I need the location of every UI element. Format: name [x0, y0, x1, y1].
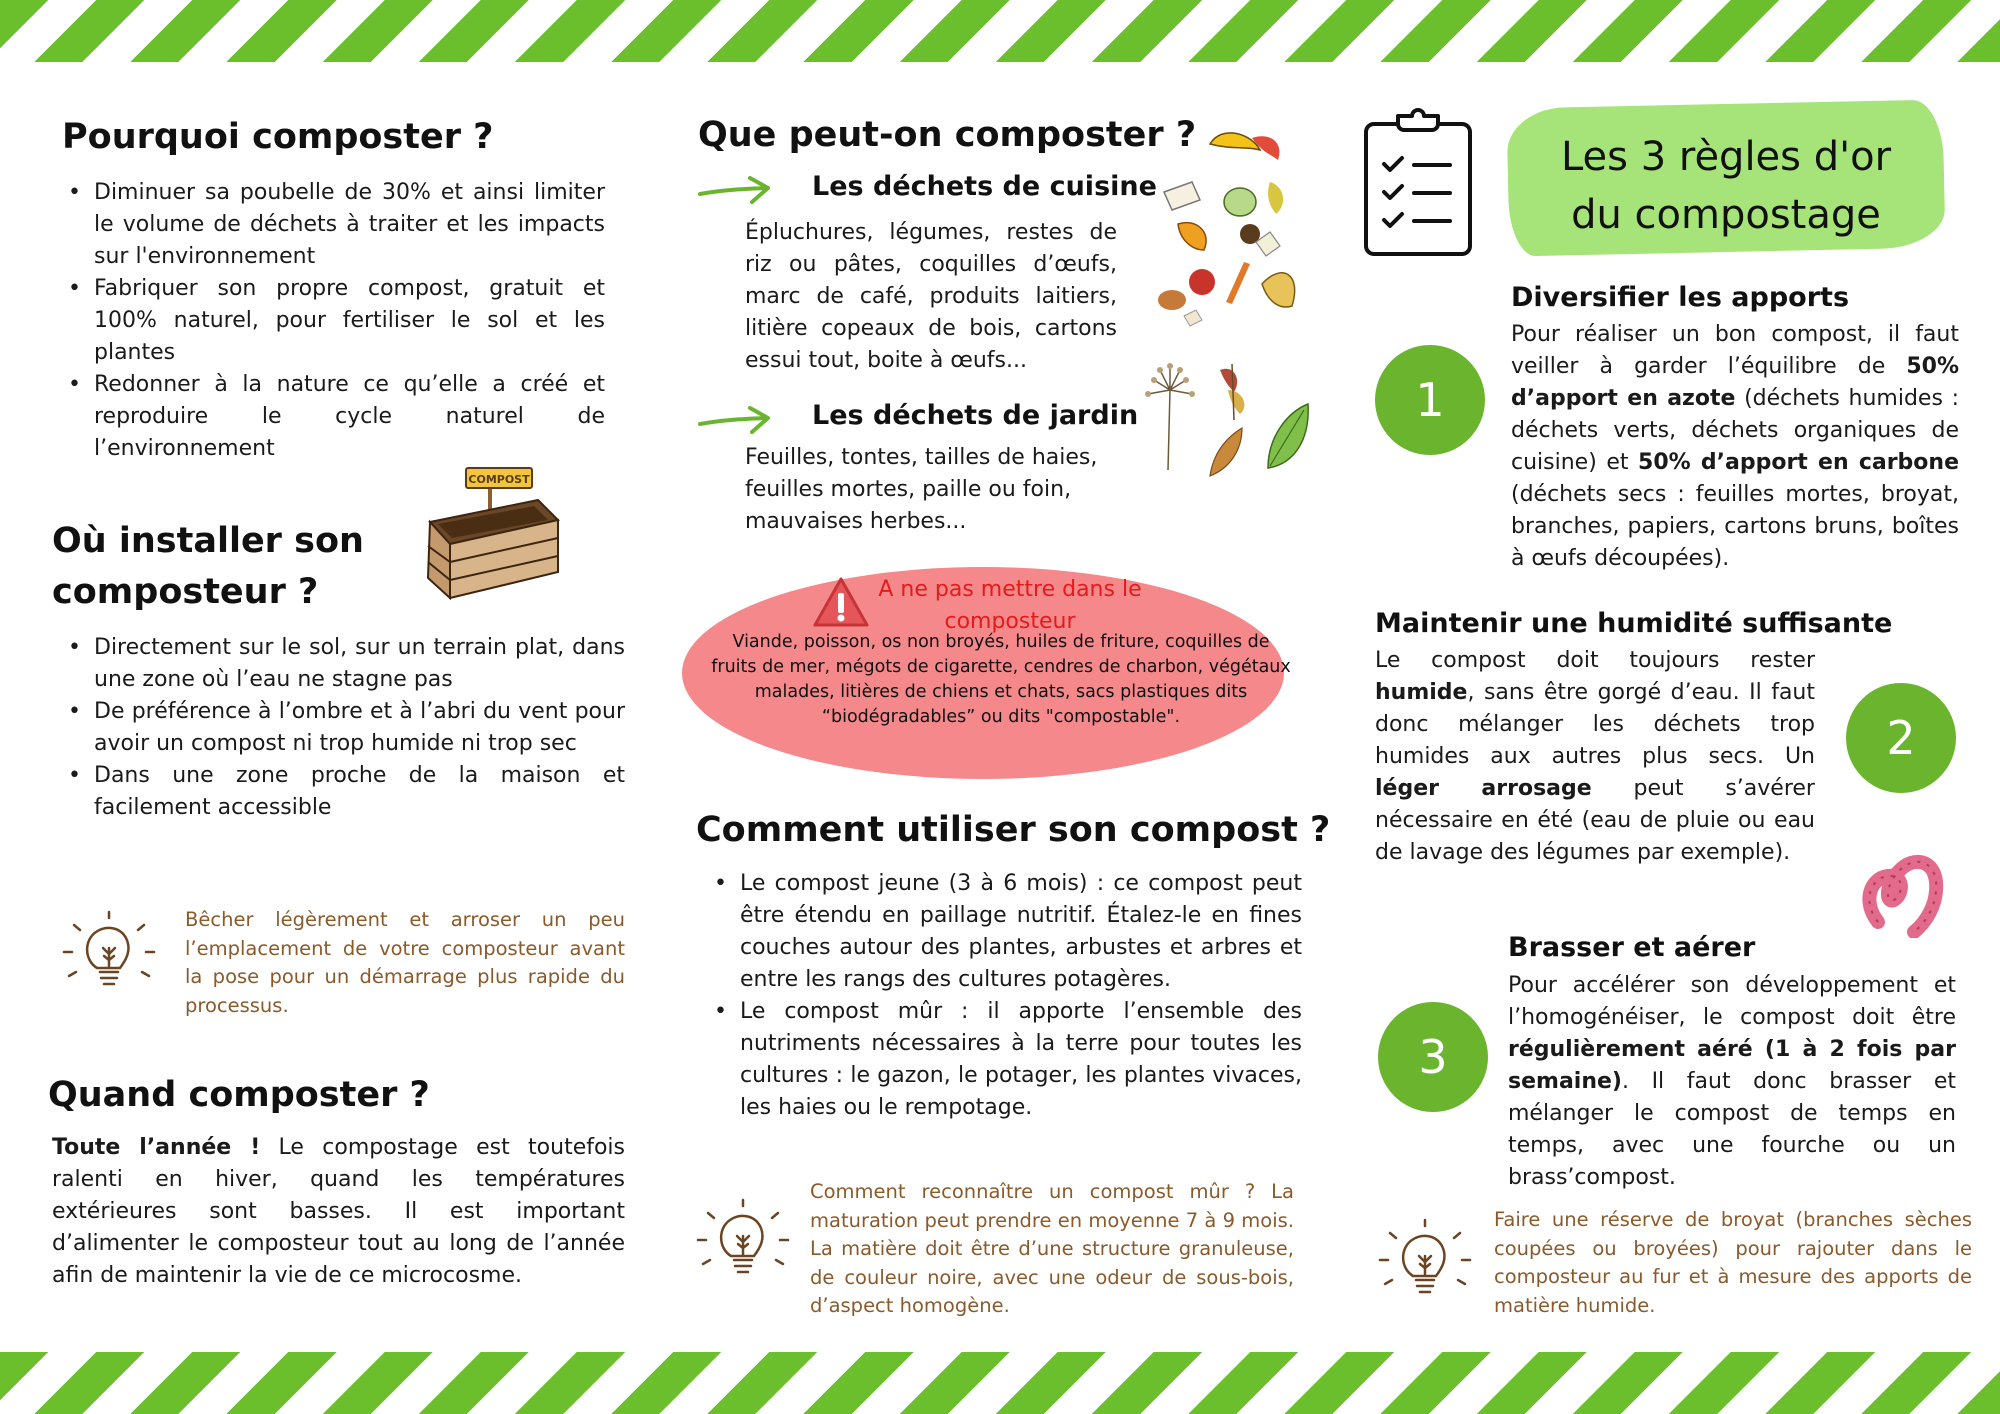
why-compost-title: Pourquoi composter ?	[62, 117, 494, 157]
when-compost-text: Toute l’année ! Le compostage est toutefois ralenti en hiver, quand les températures extérieures sont basses. Il est important d’alimenter le composteur tout au long de l’année afin de maintenir la vie de ce microcosme.	[52, 1135, 626, 1288]
lightbulb-icon	[1378, 1218, 1472, 1306]
warning-title: A ne pas mettre dans le composteur	[878, 577, 1142, 634]
rule-number-badge: 3	[1378, 1002, 1488, 1112]
kitchen-waste-title: Les déchets de cuisine	[812, 171, 1157, 202]
rule-number-badge: 2	[1846, 683, 1956, 793]
compost-bin-illustration	[418, 462, 568, 602]
why-compost-list	[60, 177, 605, 465]
when-compost-title: Quand composter ?	[48, 1075, 430, 1115]
list-item: • De préférence à l’ombre et à l’abri du vent pour avoir un compost ni trop humide ni trop sec	[60, 696, 625, 760]
kitchen-waste-text: Épluchures, légumes, restes de riz ou pâtes, coquilles d’œufs, marc de café, produits laitiers, litière copeaux de bois, cartons essui tout, boite à œufs...	[745, 220, 1117, 373]
arrow-icon	[698, 402, 774, 438]
rule-number-badge: 1	[1375, 345, 1485, 455]
list-item: • Diminuer sa poubelle de 30% et ainsi limiter le volume de déchets à traiter et les impacts sur l'environnement	[60, 177, 605, 273]
use-compost-list	[706, 868, 1302, 1124]
rule1-title: Diversifier les apports	[1511, 282, 1850, 313]
garden-waste-text: Feuilles, tontes, tailles de haies, feuilles mortes, paille ou foin, mauvaises herbes...	[745, 445, 1098, 534]
warning-text: Viande, poisson, os non broyés, huiles de friture, coquilles de fruits de mer, mégots de cigarette, cendres de charbon, végétaux malades, litières de chiens et chats, sacs plastiques dits “biodégradables” ou dits "compostable".	[711, 632, 1291, 727]
rule2-title: Maintenir une humidité suffisante	[1375, 608, 1893, 639]
garden-waste-title: Les déchets de jardin	[812, 400, 1139, 431]
rule1-text: Pour réaliser un bon compost, il faut veiller à garder l’équilibre de 50% d’apport en azote (déchets humides : déchets verts, déchets organiques de cuisine) et 50% d’apport en carbone (déchets secs : feuilles mortes, broyat, branches, papiers, cartons bruns, boîtes à œufs découpées).	[1511, 322, 1959, 571]
lightbulb-icon	[62, 910, 156, 998]
where-install-title: Où installer son composteur ?	[52, 521, 364, 612]
use-compost-tip: Comment reconnaître un compost mûr ? La maturation peut prendre en moyenne 7 à 9 mois. La matière doit être d’une structure granuleuse, de couleur noire, avec une odeur de sous-bois, d’aspect homogène.	[810, 1180, 1294, 1317]
lightbulb-icon	[696, 1198, 790, 1286]
list-item: • Le compost mûr : il apporte l’ensemble des nutriments nécessaires à la terre pour toutes les cultures : le gazon, le potager, les plantes vivaces, les haies ou le rempotage.	[706, 996, 1302, 1124]
where-install-list	[60, 632, 625, 824]
garden-waste-illustration	[1138, 350, 1310, 480]
kitchen-waste-illustration	[1152, 124, 1312, 334]
where-install-tip: Bêcher légèrement et arroser un peu l’emplacement de votre composteur avant la pose pour un démarrage plus rapide du processus.	[185, 908, 625, 1017]
golden-rules-title: Les 3 règles d'or du compostage	[1560, 134, 1892, 238]
list-item: • Le compost jeune (3 à 6 mois) : ce compost peut être étendu en paillage nutritif. Étalez-le en fines couches autour des plantes, arbustes et arbres et entre les rangs des cultures potagères.	[706, 868, 1302, 996]
list-item: • Directement sur le sol, sur un terrain plat, dans une zone où l’eau ne stagne pas	[60, 632, 625, 696]
rule2-text: Le compost doit toujours rester humide, sans être gorgé d’eau. Il faut donc mélanger les déchets trop humides aux autres plus secs. Un léger arrosage peut s’avérer nécessaire en été (eau de pluie ou eau de lavage des légumes par exemple).	[1375, 648, 1815, 865]
list-item: • Fabriquer son propre compost, gratuit et 100% naturel, pour fertiliser le sol et les plantes	[60, 273, 605, 369]
top-stripe-border	[0, 0, 2000, 62]
what-compost-title: Que peut-on composter ?	[698, 115, 1197, 155]
use-compost-title: Comment utiliser son compost ?	[696, 810, 1331, 850]
rule3-tip: Faire une réserve de broyat (branches sèches coupées ou broyées) pour rajouter dans le composteur au fur et à mesure des apports de matière humide.	[1494, 1208, 1972, 1317]
rule3-text: Pour accélérer son développement et l’homogénéiser, le compost doit être régulièrement aéré (1 à 2 fois par semaine). Il faut donc brasser et mélanger le compost de temps en temps, avec une fourche ou un brass’compost.	[1508, 973, 1956, 1190]
list-item: • Redonner à la nature ce qu’elle a créé et reproduire le cycle naturel de l’environnement	[60, 369, 605, 465]
bottom-stripe-border	[0, 1352, 2000, 1414]
compost-sign-label: COMPOST	[468, 473, 530, 486]
clipboard-checklist-icon	[1362, 108, 1474, 258]
worm-illustration	[1858, 842, 1944, 938]
arrow-icon	[698, 172, 774, 208]
rule3-title: Brasser et aérer	[1508, 932, 1756, 963]
list-item: • Dans une zone proche de la maison et facilement accessible	[60, 760, 625, 824]
